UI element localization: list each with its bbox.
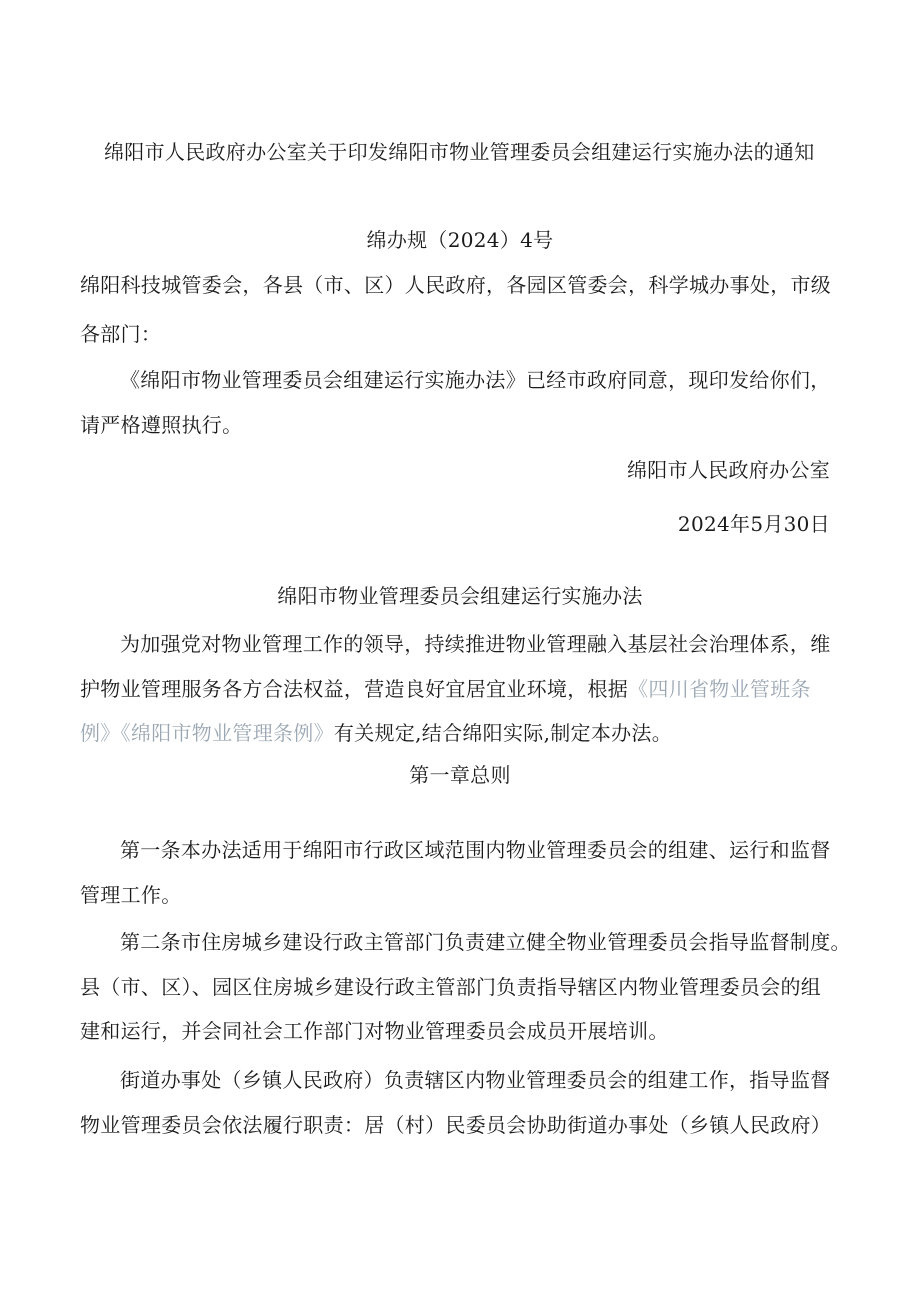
paragraph-3-line-2: 物业管理委员会依法履行职责：居（村）民委员会协助街道办事处（乡镇人民政府） xyxy=(80,1113,832,1137)
preamble-line-3-text: 有关规定,结合绵阳实际,制定本办法。 xyxy=(333,721,673,745)
paragraph-3-line-1: 街道办事处（乡镇人民政府）负责辖区内物业管理委员会的组建工作，指导监督 xyxy=(120,1068,831,1092)
chapter-1-title: 第一章总则 xyxy=(409,763,511,787)
regulation-link-sichuan[interactable]: 《四川省物业管班条 xyxy=(628,677,811,701)
recipients-line-2: 各部门： xyxy=(80,322,162,346)
regulation-link-mianyang[interactable]: 例》《绵阳市物业管理条例》 xyxy=(80,721,334,745)
preamble-line-1: 为加强党对物业管理工作的领导，持续推进物业管理融入基层社会治理体系，维 xyxy=(120,632,831,656)
preamble-line-2-text: 护物业管理服务各方合法权益，营造良好宜居宜业环境，根据 xyxy=(80,677,629,701)
document-number: 绵办规（2024）4号 xyxy=(366,228,554,252)
article-1-line-1: 第一条本办法适用于绵阳市行政区域范围内物业管理委员会的组建、运行和监督 xyxy=(120,838,831,862)
article-2-line-3: 建和运行，并会同社会工作部门对物业管理委员会成员开展培训。 xyxy=(80,1019,669,1043)
notice-body-line-1: 《绵阳市物业管理委员会组建运行实施办法》已经市政府同意，现印发给你们， xyxy=(120,368,831,392)
notice-title: 绵阳市人民政府办公室关于印发绵阳市物业管理委员会组建运行实施办法的通知 xyxy=(104,140,815,164)
article-1-line-2: 管理工作。 xyxy=(80,883,182,907)
recipients-line-1: 绵阳科技城管委会，各县（市、区）人民政府，各园区管委会，科学城办事处，市级 xyxy=(80,273,832,297)
issuer-signature: 绵阳市人民政府办公室 xyxy=(627,458,830,482)
article-2-line-2: 县（市、区）、园区住房城乡建设行政主管部门负责指导辖区内物业管理委员会的组 xyxy=(80,975,822,999)
notice-body-line-2: 请严格遵照执行。 xyxy=(80,413,243,437)
article-2-line-1: 第二条市住房城乡建设行政主管部门负责建立健全物业管理委员会指导监督制度。 xyxy=(120,930,851,954)
preamble-line-3 xyxy=(80,719,672,747)
measures-title: 绵阳市物业管理委员会组建运行实施办法 xyxy=(277,584,643,608)
preamble-line-2 xyxy=(80,675,811,703)
issue-date: 2024年5月30日 xyxy=(677,512,830,536)
